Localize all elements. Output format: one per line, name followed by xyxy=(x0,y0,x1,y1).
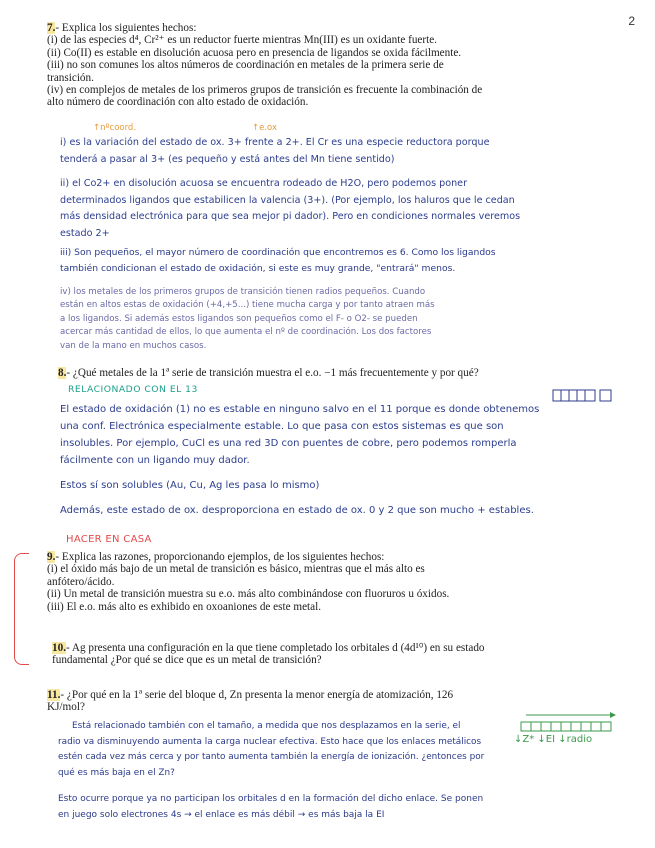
question-number: 7. xyxy=(47,22,56,34)
question-8: 8.- ¿Qué metales de la 1ª serie de transición muestra el e.o. −1 más frecuentemente y por qué? xyxy=(58,367,479,379)
question-10: 10.- Ag presenta una configuración en la que tiene completado los orbitales d (4d¹⁰) en su estado fundamental ¿Por qué se dice que es un metal de transición? xyxy=(52,642,485,667)
question-number: 11. xyxy=(47,689,61,701)
answer-8: El estado de oxidación (1) no es estable en ninguno salvo en el 11 porque es donde obtenemos una conf. Electrónica especialmente estable. Lo que pasa con estos sistemas es que son insolubles. Por ejemplo, CuCl es una red 3D con puentes de cobre, pero podemos romperla fácilmente con un ligando muy dador. Estos sí son solubles (Au, Cu, Ag les pasa lo mismo) Además, este estado de ox. desproporciona en estado de ox. 0 y 2 que son mucho + estables. xyxy=(60,404,540,516)
answer-7-ii: ii) el Co2+ en disolución acuosa se encuentra rodeado de H2O, pero podemos poner determinados ligandos que estabilicen la valencia (3+). (Por ejemplo, los haluros que le cedan más densidad electrónica para que sea mejor pi dador). Pero en condiciones normales veremos estado 2+ xyxy=(60,178,521,239)
question-number: 10. xyxy=(52,642,66,654)
arrow-box-sketch xyxy=(520,711,620,735)
note-home: HACER EN CASA xyxy=(66,534,152,545)
answer-7-i: i) es la variación del estado de ox. 3+ frente a 2+. El Cr es una especie reductora porque tenderá a pasar al 3+ (es pequeño y está antes del Mn tiene sentido) xyxy=(60,137,490,165)
question-11: 11.- ¿Por qué en la 1ª serie del bloque d, Zn presenta la menor energía de atomización, 126 KJ/mol? xyxy=(47,689,454,714)
answer-7-iv: iv) los metales de los primeros grupos de transición tienen radios pequeños. Cuando están en altos estas de oxidación (+4,+5...) tiene mucha carga y por tanto atraen más a los ligandos. Si además estos ligandos son pequeños como el F- o O2- se pueden acercar más cantidad de ellos, lo que aumenta el nº de coordinación. Los dos factores van de la mano en muchos casos. xyxy=(60,287,435,351)
bracket-mark xyxy=(14,553,29,665)
note-eox: ↑e.ox xyxy=(252,123,278,133)
question-number: 8. xyxy=(58,367,67,379)
page-number: 2 xyxy=(628,14,635,28)
question-number: 9. xyxy=(47,551,56,563)
question-7: 7.- Explica los siguientes hechos: (i) de las especies d⁴, Cr²⁺ es un reductor fuerte mientras Mn(III) es un oxidante fuerte. (ii) Co(II) es estable en disolución acuosa pero en presencia de ligandos se oxida fácilmente. (iii) no son comunes los altos números de coordinación en metales de la primera serie de transición. (iv) en complejos de metales de los primeros grupos de transición es frecuente la combinación de alto número de coordinación con alto estado de oxidación. xyxy=(47,22,483,109)
answer-7-iii: iii) Son pequeños, el mayor número de coordinación que encontremos es 6. Como los ligandos también condicionan el estado de oxidación, si este es muy grande, "entrará" menos. xyxy=(60,247,496,274)
question-9: 9.- Explica las razones, proporcionando ejemplos, de los siguientes hechos: (i) el óxido más bajo de un metal de transición es básico, mientras que el más alto es anfótero/ácido. (ii) Un metal de transición muestra su e.o. más alto combinándose con fluoruros u óxidos. (iii) El e.o. más alto es exhibido en oxoaniones de este metal. xyxy=(47,551,450,613)
side-note-q11: ↓Z* ↓EI ↓radio xyxy=(514,734,593,745)
answer-11: Está relacionado también con el tamaño, a medida que nos desplazamos en la serie, el radio va disminuyendo aumenta la carga nuclear efectiva. Esto hace que los enlaces metálicos estén cada vez más cerca y por tanto aumenta también la energía de ionización. ¿entonces por qué es más baja en el Zn? xyxy=(58,721,485,778)
note-ncoord: ↑nºcoord. xyxy=(93,123,137,133)
answer-11-b: Esto ocurre porque ya no participan los orbitales d en la formación del dicho enlace. Se ponen en juego solo electrones 4s → el enlace es más débil → es más baja la EI xyxy=(58,794,484,820)
note-related: RELACIONADO CON EL 13 xyxy=(68,384,198,395)
